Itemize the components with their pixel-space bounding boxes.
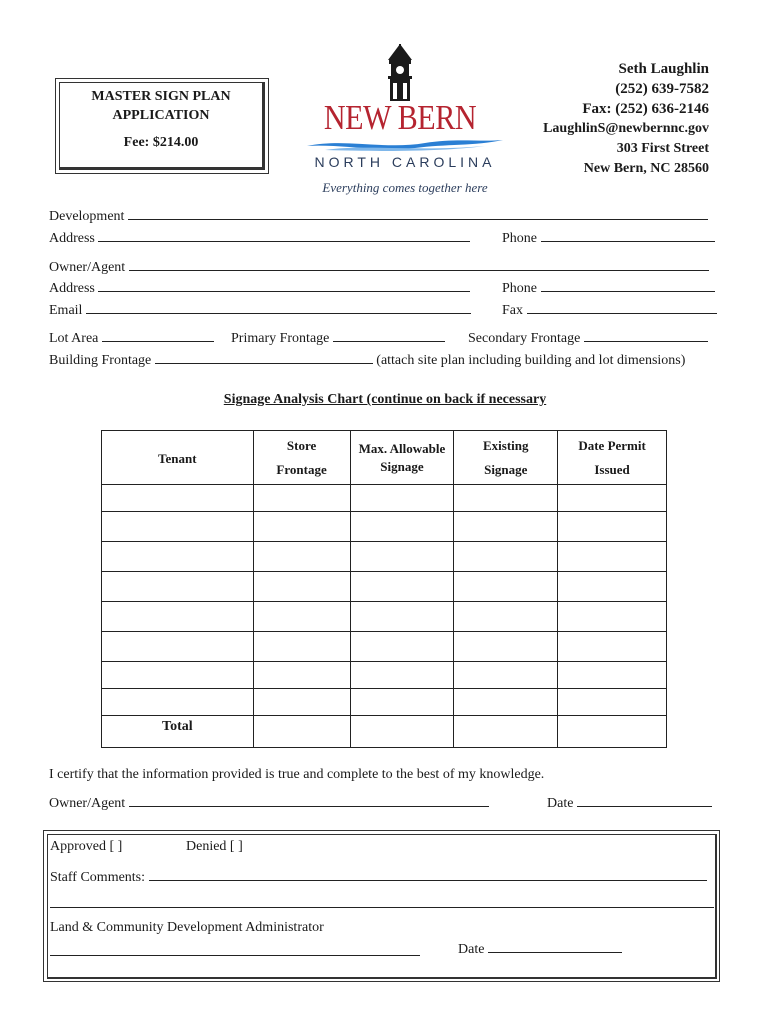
clock-tower-icon	[380, 44, 420, 102]
store-frontage-column-header	[253, 431, 350, 485]
table-cell[interactable]	[558, 689, 667, 716]
store-header-text: Store	[286, 438, 317, 453]
max-allowable-column-header	[350, 431, 454, 485]
table-cell[interactable]	[558, 512, 667, 542]
phone-row-1	[502, 228, 715, 247]
application-title-box	[55, 78, 269, 174]
building-frontage-field[interactable]	[155, 350, 373, 364]
approval-date-row	[458, 939, 622, 958]
total-row	[102, 716, 667, 748]
tenant-column-header	[102, 431, 254, 485]
building-frontage-label: Building Frontage	[49, 353, 152, 368]
secondary-frontage-field[interactable]	[584, 328, 708, 342]
certify-date-label: Date	[547, 796, 574, 811]
contact-street: 303 First Street	[616, 141, 709, 156]
contact-email[interactable]: LaughlinS@newbernnc.gov	[543, 121, 709, 136]
table-cell[interactable]	[350, 689, 454, 716]
primary-frontage-row	[231, 328, 445, 347]
table-row	[102, 662, 667, 689]
total-max-allowable-cell[interactable]	[350, 716, 454, 748]
table-cell[interactable]	[253, 632, 350, 662]
staff-comments-label: Staff Comments:	[50, 870, 146, 885]
table-header-row	[102, 431, 667, 485]
secondary-frontage-row	[468, 328, 708, 347]
table-cell[interactable]	[454, 485, 558, 512]
logo-city-name: NEW BERN	[323, 98, 477, 137]
table-cell[interactable]	[253, 689, 350, 716]
table-cell[interactable]	[102, 542, 254, 572]
table-cell[interactable]	[102, 602, 254, 632]
administrator-label: Land & Community Development Administrator	[50, 920, 324, 935]
table-cell[interactable]	[454, 602, 558, 632]
address-label: Address	[49, 231, 95, 246]
table-cell[interactable]	[102, 632, 254, 662]
development-row	[49, 206, 708, 225]
existing-signage-column-header	[454, 431, 558, 485]
max-signage-header-text: Signage	[380, 459, 424, 474]
total-label-cell	[102, 716, 254, 748]
building-frontage-row	[49, 350, 685, 369]
table-cell[interactable]	[558, 662, 667, 689]
table-cell[interactable]	[253, 602, 350, 632]
table-cell[interactable]	[102, 572, 254, 602]
signage-analysis-table	[101, 430, 667, 748]
fax-field[interactable]	[527, 300, 717, 314]
existing-signage-header-text: Signage	[484, 462, 528, 477]
issued-header-text: Issued	[594, 462, 630, 477]
total-existing-cell[interactable]	[454, 716, 558, 748]
contact-name: Seth Laughlin	[618, 61, 709, 77]
date-permit-column-header	[558, 431, 667, 485]
max-allowable-header-text: Max. Allowable	[358, 441, 446, 456]
table-row	[102, 602, 667, 632]
approved-checkbox[interactable]: Approved [ ]	[50, 839, 123, 854]
certify-date-row	[547, 793, 712, 812]
table-cell[interactable]	[350, 632, 454, 662]
staff-approval-box	[43, 830, 720, 982]
phone-label: Phone	[502, 231, 537, 246]
table-cell[interactable]	[558, 602, 667, 632]
table-cell[interactable]	[350, 662, 454, 689]
table-row	[102, 512, 667, 542]
owner-phone-field[interactable]	[541, 278, 715, 292]
table-cell[interactable]	[558, 485, 667, 512]
contact-phone: (252) 639-7582	[615, 81, 709, 97]
table-cell[interactable]	[350, 542, 454, 572]
table-cell[interactable]	[558, 542, 667, 572]
table-cell[interactable]	[350, 485, 454, 512]
table-cell[interactable]	[253, 542, 350, 572]
fee-label: Fee: $214.00	[123, 135, 199, 150]
primary-frontage-field[interactable]	[333, 328, 445, 342]
staff-comments-line-2[interactable]	[50, 907, 714, 908]
table-cell[interactable]	[558, 632, 667, 662]
fax-label: Fax	[502, 303, 523, 318]
contact-fax: Fax: (252) 636-2146	[582, 101, 709, 117]
address-field[interactable]	[98, 228, 470, 242]
approval-date-field[interactable]	[488, 939, 622, 953]
existing-header-text: Existing	[483, 438, 529, 453]
email-row	[49, 300, 471, 319]
lot-area-row	[49, 328, 214, 347]
secondary-frontage-label: Secondary Frontage	[468, 331, 581, 346]
staff-comments-row	[50, 867, 707, 886]
email-field[interactable]	[86, 300, 471, 314]
logo-state-name: NORTH CAROLINA	[314, 154, 496, 170]
lot-area-label: Lot Area	[49, 331, 99, 346]
form-title-line-2: APPLICATION	[112, 108, 210, 123]
development-label: Development	[49, 209, 125, 224]
new-bern-logo	[305, 40, 505, 200]
certify-date-field[interactable]	[577, 793, 712, 807]
date-permit-header-text: Date Permit	[578, 438, 646, 453]
table-cell[interactable]	[454, 689, 558, 716]
table-cell[interactable]	[558, 572, 667, 602]
owner-address-label: Address	[49, 281, 95, 296]
owner-phone-label: Phone	[502, 281, 537, 296]
table-cell[interactable]	[102, 485, 254, 512]
table-cell[interactable]	[454, 572, 558, 602]
fax-row	[502, 300, 717, 319]
total-label: Total	[162, 719, 193, 734]
total-date-cell[interactable]	[558, 716, 667, 748]
attach-site-plan-note: (attach site plan including building and lot dimensions)	[376, 353, 686, 368]
table-cell[interactable]	[253, 662, 350, 689]
email-label: Email	[49, 303, 83, 318]
tenant-header-text: Tenant	[158, 451, 197, 466]
table-row	[102, 572, 667, 602]
table-cell[interactable]	[350, 572, 454, 602]
table-cell[interactable]	[253, 485, 350, 512]
water-waves-icon	[305, 138, 505, 152]
lot-area-field[interactable]	[102, 328, 214, 342]
table-row	[102, 485, 667, 512]
certification-statement: I certify that the information provided is true and complete to the best of my knowledge.	[49, 767, 545, 782]
owner-agent-label: Owner/Agent	[49, 260, 126, 275]
table-cell[interactable]	[102, 512, 254, 542]
phone-row-2	[502, 278, 715, 297]
table-cell[interactable]	[102, 662, 254, 689]
table-cell[interactable]	[253, 572, 350, 602]
table-cell[interactable]	[253, 512, 350, 542]
table-cell[interactable]	[454, 662, 558, 689]
owner-address-field[interactable]	[98, 278, 470, 292]
table-row	[102, 689, 667, 716]
table-cell[interactable]	[350, 602, 454, 632]
signage-chart-heading: Signage Analysis Chart (continue on back if necessary	[223, 392, 547, 407]
address-row-1	[49, 228, 470, 247]
table-cell[interactable]	[454, 542, 558, 572]
administrator-signature-field[interactable]	[50, 955, 420, 956]
form-title-line-1: MASTER SIGN PLAN	[91, 89, 231, 104]
certify-owner-row	[49, 793, 489, 812]
table-cell[interactable]	[454, 632, 558, 662]
development-field[interactable]	[128, 206, 708, 220]
table-cell[interactable]	[454, 512, 558, 542]
logo-tagline: Everything comes together here	[322, 180, 488, 195]
frontage-header-text: Frontage	[276, 462, 327, 477]
certify-owner-signature-field[interactable]	[129, 793, 489, 807]
primary-frontage-label: Primary Frontage	[231, 331, 330, 346]
total-store-frontage-cell[interactable]	[253, 716, 350, 748]
denied-checkbox[interactable]: Denied [ ]	[186, 839, 243, 854]
owner-agent-row	[49, 257, 709, 276]
table-cell[interactable]	[350, 512, 454, 542]
table-cell[interactable]	[102, 689, 254, 716]
address-row-2	[49, 278, 470, 297]
table-row	[102, 542, 667, 572]
phone-field[interactable]	[541, 228, 715, 242]
owner-agent-field[interactable]	[129, 257, 709, 271]
contact-city: New Bern, NC 28560	[583, 161, 709, 176]
title-box-frame	[59, 82, 265, 170]
staff-comments-field[interactable]	[149, 867, 707, 881]
certify-owner-label: Owner/Agent	[49, 796, 126, 811]
approval-date-label: Date	[458, 942, 485, 957]
table-row	[102, 632, 667, 662]
contact-block	[543, 59, 709, 179]
